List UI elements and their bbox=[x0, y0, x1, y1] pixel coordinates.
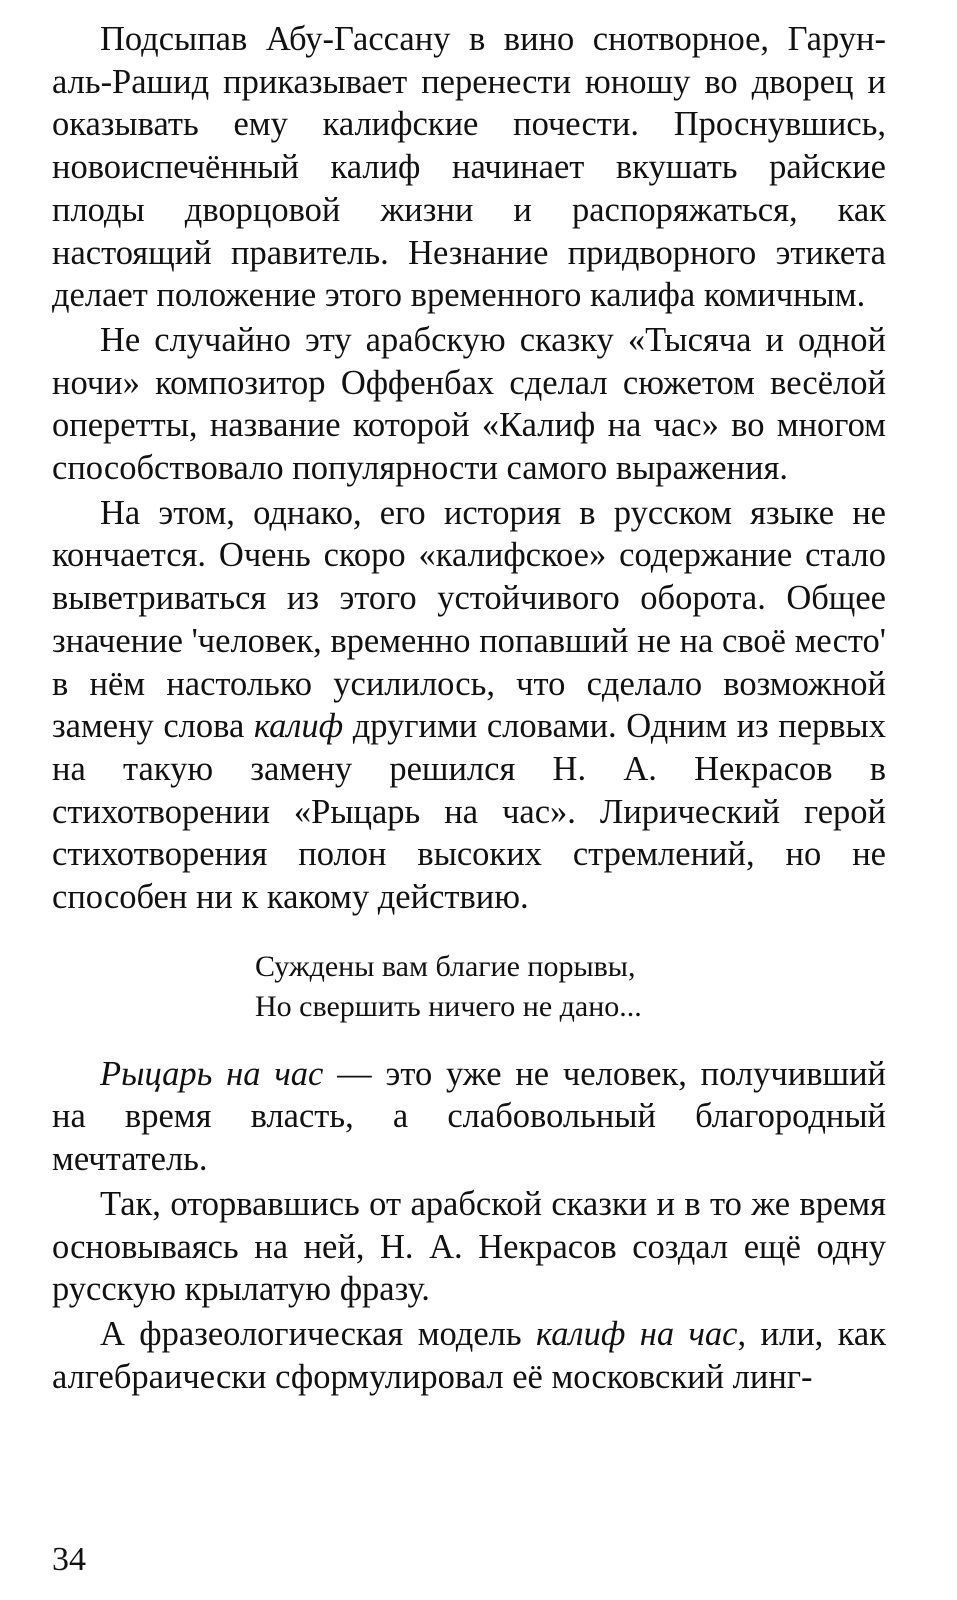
paragraph-model bbox=[52, 1313, 886, 1398]
verse-line: Но свершить ничего не дано... bbox=[255, 989, 642, 1023]
paragraph-text: — это уже не человек, получивший на время власть, а слабовольный благородный мечтатель. bbox=[52, 1054, 886, 1179]
page-number: 34 bbox=[52, 1541, 86, 1578]
book-page bbox=[52, 18, 886, 1398]
paragraph-text: На этом, однако, его история в русском языке не кончается. Очень скоро «калифское» содержание стало выветриваться из этого устойчивого оборота. Общее значение 'человек, временно попавший не на своё место' в нём настолько усилилось, что сделало возможной замену слова bbox=[52, 493, 886, 746]
paragraph-catchphrase: Так, оторвавшись от арабской сказки и в то же время основываясь на ней, Н. А. Некрасов создал ещё одну русскую крылатую фразу. bbox=[52, 1184, 886, 1309]
italic-term: Рыцарь на час bbox=[100, 1054, 324, 1093]
paragraph-text: А фразеологическая модель bbox=[100, 1314, 536, 1353]
paragraph-nekrasov bbox=[52, 492, 886, 919]
italic-term: калиф bbox=[253, 707, 344, 746]
paragraph-knight bbox=[52, 1053, 886, 1181]
verse-quote bbox=[52, 947, 886, 1027]
paragraph-text: другими словами. Одним из первых на такую замену решился Н. А. Некрасов в стихотворении «Рыцарь на час». Лирический герой стихотворения полон высоких стремлений, но не способен ни к какому действию. bbox=[52, 707, 886, 917]
paragraph-abu-hassan: Подсыпав Абу-Гассану в вино снотворное, Гарун-аль-Рашид приказывает перенести юношу во дворец и оказывать ему калифские почести. Проснувшись, новоиспечённый калиф начинает вкушать райские плоды дворцовой жизни и распоряжаться, как настоящий правитель. Незнание придворного этикета делает положение этого временного калифа комичным. bbox=[52, 20, 886, 315]
paragraph-text: , или, как алгебраически сформулировал её московский линг- bbox=[52, 1314, 886, 1396]
verse-line: Суждены вам благие порывы, bbox=[255, 949, 636, 983]
italic-term: калиф на час bbox=[536, 1314, 738, 1353]
paragraph-offenbach: Не случайно эту арабскую сказку «Тысяча и одной ночи» композитор Оффенбах сделал сюжетом весёлой оперетты, название которой «Калиф на час» во многом способствовало популярности самого выражения. bbox=[52, 320, 886, 488]
